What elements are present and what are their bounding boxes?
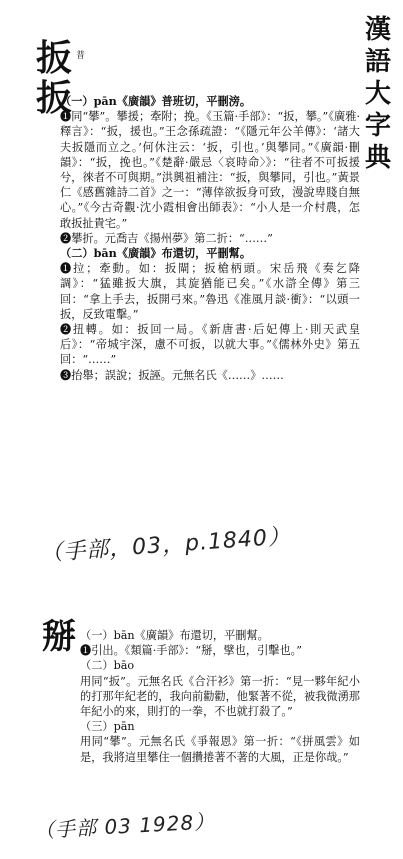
headword-char: 扳 xyxy=(36,77,73,119)
pronunciation-line: （二）bān《廣韻》布還切，平刪幫。 xyxy=(60,246,252,261)
entry-definition-body-2 xyxy=(80,628,360,765)
pronunciation-line: （三）pān xyxy=(80,720,135,734)
title-char: 漢 xyxy=(364,15,391,45)
headword-char: 扳 xyxy=(36,37,73,79)
definition-paragraph: ❶同“攀”。攀援；牽附；挽。《玉篇·手部》：“扳，攀。”《廣雅·釋言》：“扳，援也。”王念孫疏證：“《隱元年公羊傳》：‘諸大夫扳隱而立之。’何休注云：‘扳，引也。’與攀同。”《廣韻·刪韻》：“扳，挽也。”《楚辭·嚴忌〈哀時命〉》：“往者不可扳援兮，徠者不可與期。”洪興祖補注：“扳，與攀同，引也。”黃景仁《感舊雜詩二首》之一：“薄倖欲扳身可致，漫說卑賤自無心。”《今古奇觀·沈小霞相會出師表》：“小人是一介村農，怎敢扳扯貴宅。” xyxy=(60,110,360,230)
entry-headword-2: 掰 xyxy=(42,617,76,657)
definition-paragraph: 用同“攀”。元無名氏《爭報恩》第一折：“《拼風雲》如是，我將這里攀住一個攢捲著不著的大風，正是你哉。” xyxy=(80,735,360,764)
handwritten-reference: （手部，03，p.1840） xyxy=(39,524,292,567)
dictionary-title xyxy=(361,14,395,174)
definition-paragraph: ❸抬舉；誤說；扳誣。元無名氏《……》…… xyxy=(60,368,284,382)
definition-paragraph: ❶拉；牽動。如：扳閘；扳槍柄頭。宋岳飛《奏乞降調》：“猛雖扳大旗，其旋猶能已矣。”《水滸全傳》第三回：“拿上手去，扳開弓來。”魯迅《准風月談·衝》：“以頭一扳，反致電擊。” xyxy=(60,262,360,321)
pronunciation-line: （一）bān《廣韻》布還切，平刪幫。 xyxy=(80,629,269,642)
handwritten-reference: （手部 03 1928） xyxy=(33,809,216,843)
pronunciation-line: （二）bāo xyxy=(80,659,135,673)
entry-mark: 普 xyxy=(76,51,86,61)
definition-paragraph: ❷扭轉。如：扳回一局。《新唐書·后妃傳上·則天武皇后》：“帝城宇深，慮不可扳，以就大事。”《儒林外史》第五回：“……” xyxy=(60,323,360,367)
title-char: 典 xyxy=(364,143,391,173)
pronunciation-line: （一）pān《廣韻》普班切，平刪滂。 xyxy=(60,94,252,108)
definition-paragraph: 用同“扳”。元無名氏《合汗衫》第一折：“見一夥年紀小的打那年紀老的，我向前勸勸，他緊著不從，被我微湧那年紀小的來，則打的一拳，不也就打殺了。” xyxy=(80,674,360,719)
title-char: 大 xyxy=(364,79,391,109)
definition-paragraph: ❶引出。《類篇·手部》：“掰，擘也，引擊也。” xyxy=(80,644,302,658)
definition-paragraph: ❷攀折。元喬吉《揚州夢》第二折：“……” xyxy=(60,231,273,245)
title-char: 語 xyxy=(364,47,391,77)
entry-definition-body xyxy=(60,94,360,383)
title-char: 字 xyxy=(364,111,391,141)
